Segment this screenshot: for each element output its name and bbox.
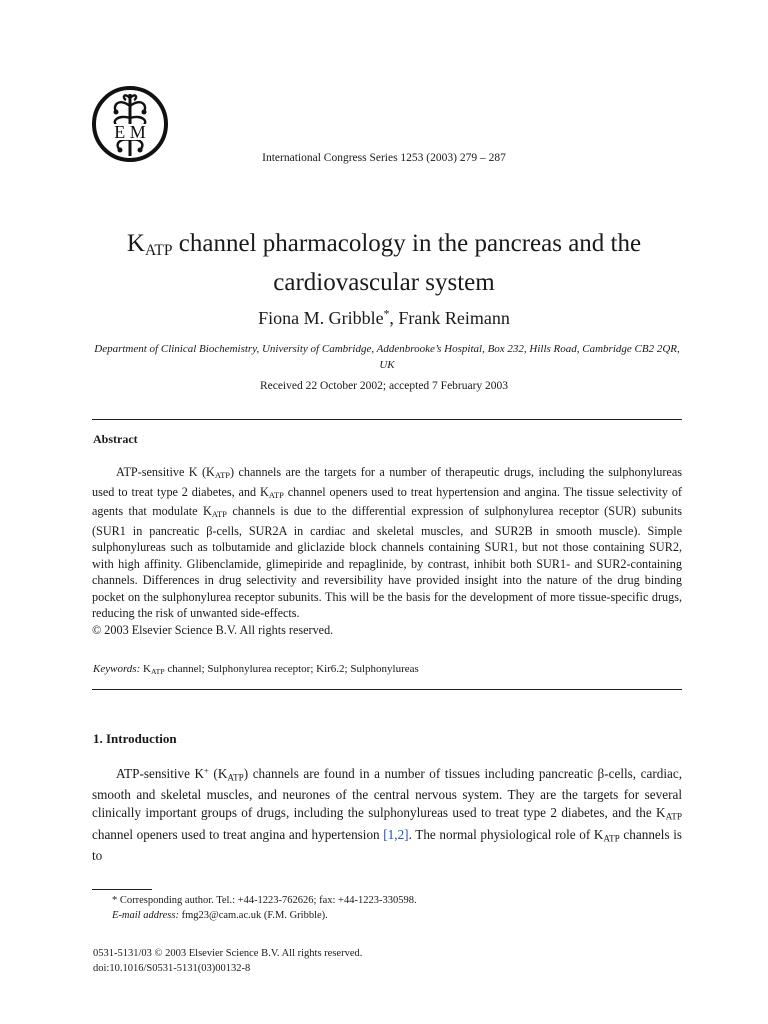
intro-text-3: ) channels are found in a number of tissues including pancreatic β-cells, cardiac, smooth and skeletal muscles, and neurones of the central nervous system. They are the targets for several clinically important groups of drugs, including the sulphonylureas used to treat type 2 diabetes, and the K [92,766,682,821]
title-rest: channel pharmacology in the pancreas and the cardiovascular system [172,230,642,296]
article-title [60,228,708,299]
abstract-text-1: ATP-sensitive K (K [116,465,215,479]
corresponding-star[interactable]: * [383,307,390,321]
abstract-sub-3: ATP [211,509,227,520]
intro-text-4: channel openers used to treat angina and hypertension [92,826,384,842]
received-dates: Received 22 October 2002; accepted 7 February 2003 [259,380,509,392]
abstract-top-rule [92,419,682,420]
abstract-text-3: channel openers used to treat hypertension and angina. The tissue selectivity of agents that modulate K [92,484,682,519]
citation-link-1-2[interactable]: [1,2] [383,826,409,842]
intro-sup-1: + [204,765,209,776]
keywords-label: Keywords: [93,663,141,675]
issn-line: 0531-5131/03 © 2003 Elsevier Science B.V. All rights reserved. [93,948,363,959]
author-reimann[interactable]: , Frank Reimann [389,308,510,328]
journal-citation: International Congress Series 1253 (2003) 279 – 287 [262,152,506,164]
abstract-sub-2: ATP [268,489,284,500]
intro-text-5: . The normal physiological role of K [408,826,604,842]
abstract-sub-1: ATP [214,470,231,481]
keywords-list: channel; Sulphonylurea receptor; Kir6.2; Sulphonylureas [164,663,419,675]
introduction-heading: 1. Introduction [93,731,177,746]
abstract-body [92,464,682,638]
keywords-sub: ATP [150,666,165,676]
email-note [112,910,328,921]
keywords [93,663,419,676]
intro-sub-3: ATP [603,832,620,843]
svg-text:E M: E M [114,122,146,142]
doi-line[interactable]: doi:10.1016/S0531-5131(03)00132-8 [93,963,251,974]
authors [0,308,768,329]
keywords-k: K [140,663,151,675]
title-sub: ATP [144,241,173,259]
intro-sub-1: ATP [227,772,244,783]
introduction-body [92,765,682,865]
abstract-text-4: channels is due to the differential expression of sulphonylurea receptor (SUR) subunits (SUR1 in pancreatic β-cells, SUR2A in cardiac and skeletal muscles, and SUR2B in smooth muscle). Simple sulphonylureas such as tolbutamide and gliclazide block channels containing SUR1, but not those containing SUR2, with high affinity. Glibenclamide, glimepiride and repaglinide, by contrast, inhibit both SUR1- and SUR2-containing channels. Differences in drug selectivity and reversibility have provided insight into the nature of the drug binding pocket on the sulphonylurea receptor subunits. This will be the basis for the development of more tissue-specific drugs, reducing the risk of unwanted side-effects. [92,504,682,621]
abstract-heading: Abstract [93,432,138,446]
email-address[interactable]: fmg23@cam.ac.uk (F.M. Gribble). [178,910,328,921]
abstract-paragraph [92,464,682,622]
intro-text-2: (K [208,766,228,781]
author-gribble[interactable]: Fiona M. Gribble [258,308,384,328]
abstract-copyright: © 2003 Elsevier Science B.V. All rights reserved. [92,622,334,637]
intro-sub-2: ATP [665,811,682,822]
intro-text-6: channels is to [92,826,683,863]
email-label: E-mail address: [112,910,179,921]
affiliation: Department of Clinical Biochemistry, University of Cambridge, Addenbrooke’s Hospital, Box 232, Hills Road, Cambridge CB2 2QR, UK [94,343,680,371]
footnote-rule [92,889,152,890]
title-k: K [126,230,145,257]
abstract-bottom-rule [92,689,682,690]
corresponding-author-note: * Corresponding author. Tel.: +44-1223-762626; fax: +44-1223-330598. [112,895,417,906]
intro-text-1: ATP-sensitive K [116,766,205,781]
abstract-text-2: ) channels are the targets for a number of therapeutic drugs, including the sulphonylureas used to treat type 2 diabetes, and K [92,465,682,499]
